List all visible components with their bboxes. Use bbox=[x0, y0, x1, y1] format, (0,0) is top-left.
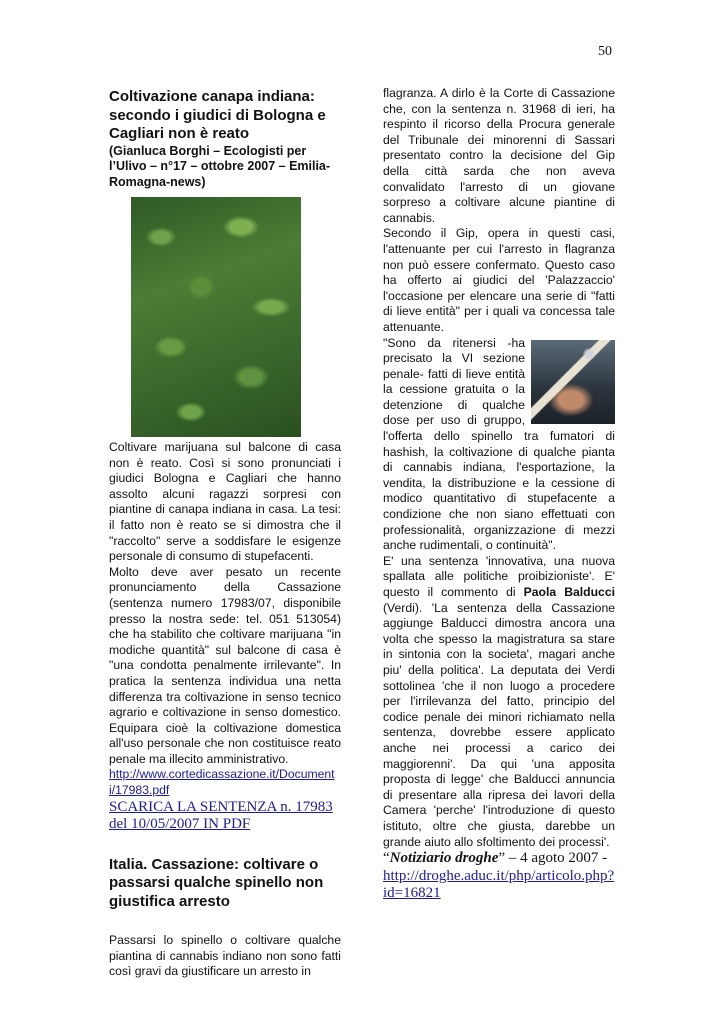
droghe-article-link[interactable]: http://droghe.aduc.it/php/articolo.php?id=16821 bbox=[383, 867, 615, 902]
source-quote-open: “ bbox=[383, 850, 390, 867]
article2-paragraph-4 bbox=[383, 336, 615, 554]
article2-title: Italia. Cassazione: coltivare o passarsi qualche spinello non giustifica arresto bbox=[109, 855, 324, 910]
cassazione-pdf-link[interactable]: http://www.cortedicassazione.it/Document i/17983.pdf bbox=[109, 767, 335, 798]
page-number: 50 bbox=[598, 44, 612, 59]
article2-source bbox=[383, 850, 615, 903]
article1-title: Coltivazione canapa indiana: secondo i giudici di Bologna e Cagliari non è reato bbox=[109, 88, 326, 142]
article1-subtitle: (Gianluca Borghi – Ecologisti per l’Ulivo – n°17 – ottobre 2007 – Emilia-Romagna-news) bbox=[109, 143, 331, 189]
source-name: Notiziario droghe bbox=[389, 850, 499, 867]
article2-paragraph-5-text-b: (Verdi). 'La sentenza della Cassazione aggiunge Balducci dimostra ancora una volta che spesso la magistratura sa stare in sintonia con la societa', magari anche piu' della politica'. La deputata dei Verdi sottolinea 'che il non luogo a procedere per l'irrilevanza del fatto, principio del codice penale dei minori richiamato nella sentenza, dovrebbe essere applicato anche nei processi a carico dei maggiorenni'. Da qui 'una apposita proposta di legge' che Balducci annuncia di presentare alla ripresa dei lavori della Camera 'perche' l'introduzione di questo istituto, oltre che giusta, darebbe un grande aiuto allo sfoltimento dei processi'. bbox=[383, 600, 615, 849]
article2-paragraph-4-text: "Sono da ritenersi -ha precisato la VI sezione penale- fatti di lieve entità la cessione gratuita o la detenzione di qualche dose per uso di gruppo, l'offerta dello spinello tra fumatori di hashish, la coltivazione di qualche pianta di cannabis indiana, l'esportazione, la vendita, la distribuzione e la cessione di modico quantitativo di stupefacente a condizione che non siano effettuati con professionalità, organizzazione di mezzi anche rudimentali, o continuità". bbox=[383, 335, 615, 553]
article2-paragraph-3: Secondo il Gip, opera in questi casi, l'attenuante per cui l'arresto in flagranza non può essere confermato. Questo caso ha offerto ai giudici del 'Palazzaccio' l'occasione per elencare una serie di "fatti di lieve entità" per i quali va concessa tale attenuante. bbox=[383, 226, 615, 334]
hand-holding-joint-photo bbox=[531, 340, 615, 424]
balducci-name: Paola Balducci bbox=[523, 585, 615, 599]
source-date: ” – 4 agoto 2007 - bbox=[498, 850, 608, 867]
right-column bbox=[383, 86, 615, 903]
article2-paragraph-1: Passarsi lo spinello o coltivare qualche piantina di cannabis indiano non sono fatti così gravi da giustificare un arresto in bbox=[109, 933, 341, 979]
article2-paragraph-5-text-a: E' una sentenza 'innovativa, una nuova spallata alle politiche proibizioniste'. E' questo il commento di bbox=[383, 553, 615, 599]
left-column bbox=[109, 88, 341, 980]
article1-paragraph-2: Molto deve aver pesato un recente pronunciamento della Cassazione (sentenza numero 17983/07, disponibile presso la nostra sede: tel. 051 513054) che ha stabilito che coltivare marijuana "in modiche quantità" sul balcone di casa è "una condotta penalmente irrilevante". In pratica la sentenza individua una netta differenza tra coltivazione in senso tecnico agrario e coltivazione in senso domestico. Equipara cioè la coltivazione domestica all'uso personale che non costituisce reato penale ma illecito amministrativo. bbox=[109, 564, 341, 766]
article2-paragraph-5 bbox=[383, 554, 615, 850]
cannabis-plants-photo bbox=[131, 197, 301, 437]
article1-paragraph-1: Coltivare marijuana sul balcone di casa non è reato. Così si sono pronunciati i giudici Bologna e Cagliari che hanno assolto alcuni ragazzi sorpresi con piantine di canapa indiana in casa. La tesi: il fatto non è reato se si dimostra che il "raccolto" serve a soddisfare le esigenze personale di consumo di stupefacenti. bbox=[109, 440, 341, 564]
download-sentence-link[interactable]: SCARICA LA SENTENZA n. 17983 del 10/05/2007 IN PDF bbox=[109, 798, 333, 833]
article2-paragraph-2: flagranza. A dirlo è la Corte di Cassazione che, con la sentenza n. 31968 di ieri, ha respinto il ricorso della Procura generale del Tribunale dei minorenni di Sassari presentato contro la decisione del Gip della città sarda che non aveva convalidato l'arresto di un giovane sorpreso a coltivare alcune piantine di cannabis. bbox=[383, 86, 615, 225]
